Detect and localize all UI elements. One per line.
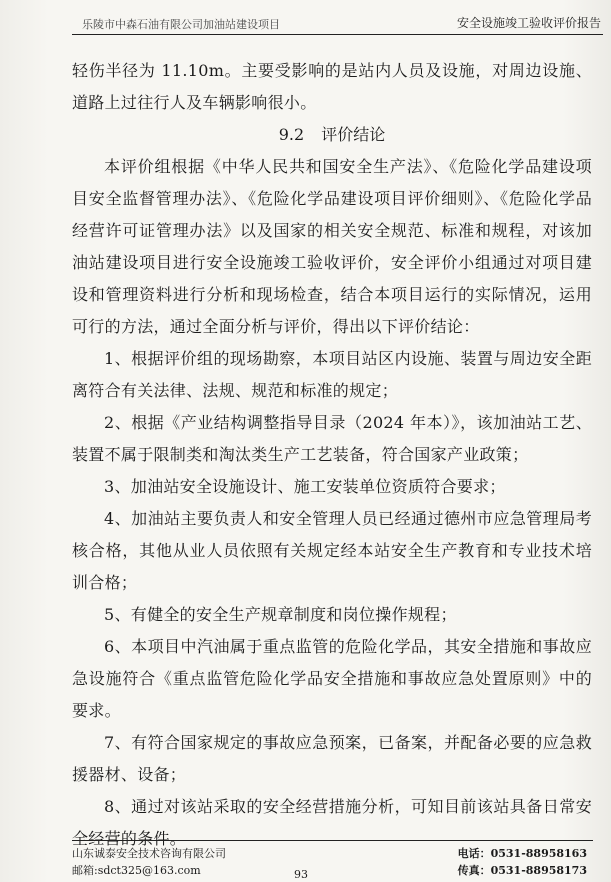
page-content bbox=[72, 55, 592, 855]
conclusion-item-4: 4、加油站主要负责人和安全管理人员已经通过德州市应急管理局考核合格，其他从业人员依照有关规定经本站安全生产教育和专业技术培训合格； bbox=[72, 509, 592, 592]
header-project-name: 乐陵市中森石油有限公司加油站建设项目 bbox=[82, 18, 280, 31]
page-header bbox=[72, 12, 603, 35]
continued-paragraph: 轻伤半径为 11.10m。主要受影响的是站内人员及设施，对周边设施、道路上过往行人及车辆影响很小。 bbox=[72, 61, 592, 112]
section-title: 评价结论 bbox=[321, 125, 386, 144]
footer-company: 山东诚泰安全技术咨询有限公司 bbox=[72, 847, 226, 860]
conclusion-item-3: 3、加油站安全设施设计、施工安装单位资质符合要求； bbox=[104, 477, 506, 496]
footer-email: 邮箱:sdct325@163.com bbox=[72, 864, 201, 877]
section-number: 9.2 bbox=[278, 125, 305, 144]
page-footer bbox=[72, 840, 593, 879]
conclusion-item-5: 5、有健全的安全生产规章制度和岗位操作规程； bbox=[104, 605, 457, 624]
page-number: 93 bbox=[294, 868, 308, 881]
section-heading bbox=[72, 121, 592, 149]
conclusion-item-7: 7、有符合国家规定的事故应急预案，已备案，并配备必要的应急救援器材、设备； bbox=[72, 733, 592, 784]
conclusion-item-6: 6、本项目中汽油属于重点监管的危险化学品，其安全措施和事故应急设施符合《重点监管危险化学品安全措施和事故应急处置原则》中的要求。 bbox=[72, 637, 592, 720]
footer-fax: 传真：0531-88958173 bbox=[457, 864, 587, 877]
conclusion-item-8: 8、通过对该站采取的安全经营措施分析，可知目前该站具备日常安全经营的条件。 bbox=[72, 797, 592, 848]
intro-paragraph: 本评价组根据《中华人民共和国安全生产法》、《危险化学品建设项目安全监督管理办法》、《危险化学品建设项目评价细则》、《危险化学品经营许可证管理办法》以及国家的相关安全规范、标准和规程，对该加油站建设项目进行安全设施竣工验收评价，安全评价小组通过对项目建设和管理资料进行分析和现场检查，结合本项目运行的实际情况，运用可行的方法，通过全面分析与评价，得出以下评价结论： bbox=[72, 157, 592, 336]
footer-phone: 电话：0531-88958163 bbox=[457, 847, 587, 860]
header-report-title: 安全设施竣工验收评价报告 bbox=[456, 16, 601, 30]
conclusion-item-2: 2、根据《产业结构调整指导目录（2024 年本）》，该加油站工艺、装置不属于限制类和淘汰类生产工艺装备，符合国家产业政策； bbox=[72, 413, 592, 464]
conclusion-item-1: 1、根据评价组的现场勘察，本项目站区内设施、装置与周边安全距离符合有关法律、法规、规范和标准的规定； bbox=[72, 349, 592, 400]
